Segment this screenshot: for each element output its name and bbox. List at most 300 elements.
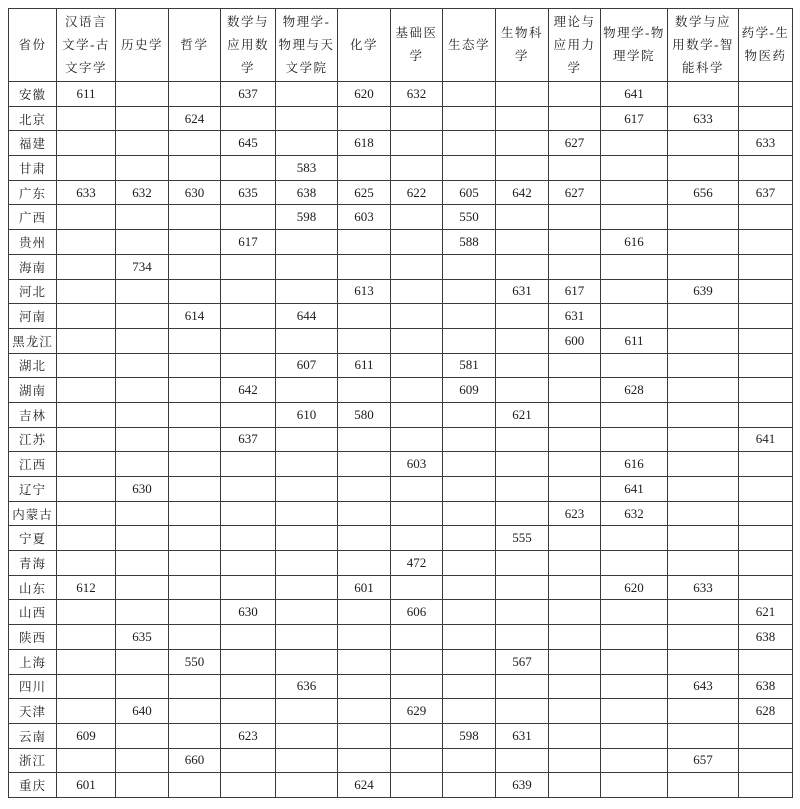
score-cell	[169, 230, 221, 255]
score-cell: 641	[601, 477, 668, 502]
score-cell	[169, 477, 221, 502]
province-cell: 福建	[9, 131, 57, 156]
score-cell	[276, 699, 338, 724]
score-cell: 638	[739, 674, 793, 699]
score-cell: 633	[668, 106, 739, 131]
score-cell: 643	[668, 674, 739, 699]
score-cell	[169, 773, 221, 798]
province-cell: 河南	[9, 304, 57, 329]
score-cell	[443, 452, 496, 477]
score-cell	[496, 427, 549, 452]
score-cell: 638	[276, 180, 338, 205]
score-cell	[496, 82, 549, 107]
score-cell	[57, 106, 116, 131]
table-row	[9, 526, 793, 551]
score-cell	[739, 748, 793, 773]
score-cell: 628	[739, 699, 793, 724]
score-cell	[391, 477, 443, 502]
score-cell	[391, 625, 443, 650]
score-cell	[443, 773, 496, 798]
score-cell	[443, 477, 496, 502]
score-cell: 635	[221, 180, 276, 205]
province-cell: 广西	[9, 205, 57, 230]
score-cell	[391, 427, 443, 452]
score-cell	[169, 723, 221, 748]
score-cell	[221, 279, 276, 304]
score-cell	[668, 452, 739, 477]
score-cell	[169, 625, 221, 650]
score-cell	[276, 131, 338, 156]
score-cell	[57, 452, 116, 477]
column-header: 哲学	[169, 9, 221, 82]
score-cell: 617	[221, 230, 276, 255]
score-cell	[338, 625, 391, 650]
score-cell	[57, 551, 116, 576]
table-row	[9, 180, 793, 205]
score-cell	[601, 279, 668, 304]
score-cell	[549, 254, 601, 279]
score-cell	[116, 279, 169, 304]
score-cell	[496, 501, 549, 526]
score-cell: 639	[668, 279, 739, 304]
score-cell	[443, 551, 496, 576]
province-cell: 贵州	[9, 230, 57, 255]
province-cell: 山东	[9, 575, 57, 600]
score-cell	[116, 304, 169, 329]
table-row	[9, 625, 793, 650]
score-cell	[276, 106, 338, 131]
score-cell	[116, 82, 169, 107]
score-cell: 616	[601, 230, 668, 255]
score-cell	[549, 106, 601, 131]
score-cell: 637	[221, 427, 276, 452]
score-cell: 625	[338, 180, 391, 205]
score-cell	[739, 723, 793, 748]
score-cell: 632	[601, 501, 668, 526]
score-cell	[668, 230, 739, 255]
column-header: 数学与应用数学	[221, 9, 276, 82]
score-cell: 644	[276, 304, 338, 329]
score-cell	[443, 501, 496, 526]
score-cell	[668, 205, 739, 230]
table-row	[9, 723, 793, 748]
score-cell: 624	[338, 773, 391, 798]
score-cell	[668, 427, 739, 452]
score-cell: 612	[57, 575, 116, 600]
score-cell	[601, 131, 668, 156]
score-cell	[57, 230, 116, 255]
score-cell: 645	[221, 131, 276, 156]
score-cell	[496, 328, 549, 353]
score-cell: 580	[338, 402, 391, 427]
score-cell	[169, 575, 221, 600]
score-cell	[338, 452, 391, 477]
score-cell: 641	[601, 82, 668, 107]
score-cell	[443, 82, 496, 107]
table-row	[9, 501, 793, 526]
score-cell	[116, 600, 169, 625]
score-cell	[391, 674, 443, 699]
score-cell	[116, 674, 169, 699]
score-cell: 606	[391, 600, 443, 625]
score-cell: 641	[739, 427, 793, 452]
score-cell: 567	[496, 649, 549, 674]
score-cell	[391, 353, 443, 378]
score-cell	[391, 723, 443, 748]
score-cell	[549, 748, 601, 773]
score-cell	[338, 501, 391, 526]
score-cell	[668, 477, 739, 502]
score-cell: 631	[496, 279, 549, 304]
score-cell	[57, 649, 116, 674]
score-cell	[338, 427, 391, 452]
province-cell: 甘肃	[9, 156, 57, 181]
score-cell	[391, 402, 443, 427]
score-cell	[668, 402, 739, 427]
score-cell	[391, 156, 443, 181]
score-cell	[169, 328, 221, 353]
score-cell	[668, 773, 739, 798]
score-cell	[668, 526, 739, 551]
score-cell: 550	[443, 205, 496, 230]
score-cell	[391, 378, 443, 403]
score-cell	[116, 205, 169, 230]
table-row	[9, 649, 793, 674]
score-cell: 633	[57, 180, 116, 205]
score-cell	[221, 551, 276, 576]
score-cell: 622	[391, 180, 443, 205]
score-cell	[116, 773, 169, 798]
score-cell	[601, 773, 668, 798]
score-cell	[57, 501, 116, 526]
score-cell	[116, 378, 169, 403]
score-cell	[496, 748, 549, 773]
score-cell: 616	[601, 452, 668, 477]
score-cell	[496, 625, 549, 650]
score-cell	[221, 402, 276, 427]
province-cell: 山西	[9, 600, 57, 625]
score-cell: 629	[391, 699, 443, 724]
score-cell	[338, 526, 391, 551]
score-cell	[169, 205, 221, 230]
score-cell	[496, 230, 549, 255]
score-cell	[57, 279, 116, 304]
score-cell	[169, 402, 221, 427]
score-cell	[668, 723, 739, 748]
score-cell	[391, 773, 443, 798]
score-cell: 656	[668, 180, 739, 205]
score-cell	[116, 551, 169, 576]
score-cell	[668, 699, 739, 724]
score-cell: 601	[338, 575, 391, 600]
score-cell	[391, 230, 443, 255]
score-cell	[496, 378, 549, 403]
score-cell	[739, 378, 793, 403]
score-cell	[276, 649, 338, 674]
score-cell	[496, 304, 549, 329]
score-cell	[668, 353, 739, 378]
score-cell	[739, 328, 793, 353]
score-cell: 642	[221, 378, 276, 403]
score-cell: 640	[116, 699, 169, 724]
score-cell: 630	[169, 180, 221, 205]
score-cell	[57, 600, 116, 625]
score-cell	[549, 699, 601, 724]
score-cell: 631	[496, 723, 549, 748]
score-cell	[739, 402, 793, 427]
score-cell: 639	[496, 773, 549, 798]
score-cell	[276, 501, 338, 526]
score-cell	[116, 649, 169, 674]
score-cell	[739, 205, 793, 230]
score-cell	[116, 131, 169, 156]
score-cell: 610	[276, 402, 338, 427]
score-cell	[739, 526, 793, 551]
column-header: 物理学-物理学院	[601, 9, 668, 82]
province-cell: 重庆	[9, 773, 57, 798]
score-cell	[338, 748, 391, 773]
score-cell	[221, 674, 276, 699]
province-cell: 浙江	[9, 748, 57, 773]
score-cell	[169, 378, 221, 403]
score-cell	[443, 575, 496, 600]
province-cell: 内蒙古	[9, 501, 57, 526]
province-cell: 河北	[9, 279, 57, 304]
score-cell	[221, 699, 276, 724]
score-cell	[276, 723, 338, 748]
score-cell	[276, 230, 338, 255]
score-cell: 614	[169, 304, 221, 329]
score-cell: 638	[739, 625, 793, 650]
province-cell: 海南	[9, 254, 57, 279]
score-cell	[338, 106, 391, 131]
table-row	[9, 575, 793, 600]
score-cell	[169, 526, 221, 551]
score-cell: 635	[116, 625, 169, 650]
score-cell	[549, 773, 601, 798]
province-cell: 陕西	[9, 625, 57, 650]
province-cell: 青海	[9, 551, 57, 576]
table-row	[9, 205, 793, 230]
score-cell	[57, 427, 116, 452]
score-cell	[601, 674, 668, 699]
score-cell	[221, 254, 276, 279]
score-cell	[57, 205, 116, 230]
score-cell	[221, 748, 276, 773]
score-cell	[391, 575, 443, 600]
score-cell	[169, 551, 221, 576]
table-row	[9, 304, 793, 329]
score-cell	[169, 353, 221, 378]
score-cell: 630	[221, 600, 276, 625]
province-cell: 云南	[9, 723, 57, 748]
score-cell	[496, 106, 549, 131]
score-cell	[338, 378, 391, 403]
score-cell	[391, 649, 443, 674]
score-cell	[57, 625, 116, 650]
score-cell	[443, 649, 496, 674]
score-cell: 600	[549, 328, 601, 353]
score-cell	[549, 674, 601, 699]
score-cell	[668, 304, 739, 329]
score-cell	[338, 674, 391, 699]
score-cell	[549, 526, 601, 551]
province-cell: 天津	[9, 699, 57, 724]
column-header: 基础医学	[391, 9, 443, 82]
score-cell: 617	[601, 106, 668, 131]
score-cell	[443, 699, 496, 724]
score-cell	[338, 230, 391, 255]
score-cell	[496, 575, 549, 600]
score-cell	[116, 526, 169, 551]
score-cell: 555	[496, 526, 549, 551]
score-cell	[549, 427, 601, 452]
score-cell	[338, 551, 391, 576]
score-cell	[549, 477, 601, 502]
score-cell	[601, 205, 668, 230]
score-cell	[601, 723, 668, 748]
score-cell	[391, 106, 443, 131]
score-cell: 627	[549, 131, 601, 156]
score-cell	[668, 328, 739, 353]
score-cell	[739, 304, 793, 329]
score-cell	[601, 254, 668, 279]
score-cell	[443, 131, 496, 156]
score-cell	[276, 625, 338, 650]
score-cell: 637	[739, 180, 793, 205]
score-cell: 603	[391, 452, 443, 477]
province-cell: 吉林	[9, 402, 57, 427]
score-cell	[443, 304, 496, 329]
province-cell: 湖南	[9, 378, 57, 403]
score-cell	[668, 156, 739, 181]
score-cell	[276, 452, 338, 477]
score-cell	[443, 279, 496, 304]
score-cell	[116, 748, 169, 773]
score-cell	[276, 378, 338, 403]
score-cell	[338, 699, 391, 724]
score-cell: 613	[338, 279, 391, 304]
score-cell	[496, 477, 549, 502]
table-row	[9, 279, 793, 304]
score-cell	[549, 649, 601, 674]
score-cell	[739, 279, 793, 304]
table-row	[9, 353, 793, 378]
score-cell	[276, 427, 338, 452]
score-cell	[169, 674, 221, 699]
score-cell: 583	[276, 156, 338, 181]
score-cell	[601, 748, 668, 773]
score-cell	[443, 600, 496, 625]
score-cell	[221, 452, 276, 477]
score-cell	[668, 254, 739, 279]
score-cell	[668, 82, 739, 107]
table-row	[9, 773, 793, 798]
score-cell	[116, 723, 169, 748]
score-cell	[116, 501, 169, 526]
score-cell	[496, 699, 549, 724]
score-cell	[668, 600, 739, 625]
province-cell: 四川	[9, 674, 57, 699]
score-cell	[57, 254, 116, 279]
score-cell	[443, 427, 496, 452]
score-cell	[601, 353, 668, 378]
province-cell: 上海	[9, 649, 57, 674]
score-cell	[443, 674, 496, 699]
score-cell	[221, 773, 276, 798]
score-cell	[668, 649, 739, 674]
score-cell	[443, 254, 496, 279]
score-cell: 623	[549, 501, 601, 526]
table-row	[9, 328, 793, 353]
score-cell	[496, 156, 549, 181]
score-cell	[116, 230, 169, 255]
score-cell	[276, 526, 338, 551]
score-cell	[221, 526, 276, 551]
score-cell: 631	[549, 304, 601, 329]
score-cell: 550	[169, 649, 221, 674]
score-cell	[443, 156, 496, 181]
score-cell: 621	[496, 402, 549, 427]
score-cell	[391, 328, 443, 353]
score-cell	[276, 279, 338, 304]
score-cell	[443, 106, 496, 131]
score-cell	[549, 378, 601, 403]
table-body	[9, 82, 793, 798]
score-cell	[391, 131, 443, 156]
table-row	[9, 551, 793, 576]
score-cell	[496, 452, 549, 477]
score-cell	[276, 477, 338, 502]
score-cell	[338, 600, 391, 625]
score-cell	[338, 304, 391, 329]
score-cell: 621	[739, 600, 793, 625]
table-row	[9, 254, 793, 279]
score-cell	[601, 551, 668, 576]
score-cell	[739, 156, 793, 181]
score-cell: 618	[338, 131, 391, 156]
score-cell	[221, 575, 276, 600]
score-cell	[739, 477, 793, 502]
score-cell	[549, 402, 601, 427]
score-cell	[221, 205, 276, 230]
score-cell	[169, 254, 221, 279]
score-cell	[739, 501, 793, 526]
score-cell	[221, 501, 276, 526]
score-cell	[338, 477, 391, 502]
score-cell	[668, 131, 739, 156]
score-cell	[496, 254, 549, 279]
score-cell	[601, 649, 668, 674]
score-cell: 620	[601, 575, 668, 600]
score-cell	[496, 205, 549, 230]
score-cell: 601	[57, 773, 116, 798]
column-header: 数学与应用数学-智能科学	[668, 9, 739, 82]
score-cell: 660	[169, 748, 221, 773]
score-cell: 617	[549, 279, 601, 304]
score-cell: 632	[116, 180, 169, 205]
score-cell: 630	[116, 477, 169, 502]
province-cell: 北京	[9, 106, 57, 131]
score-cell	[169, 600, 221, 625]
score-cell	[169, 279, 221, 304]
score-cell	[496, 674, 549, 699]
score-cell	[391, 304, 443, 329]
score-cell: 624	[169, 106, 221, 131]
score-cell	[739, 452, 793, 477]
column-header: 历史学	[116, 9, 169, 82]
province-cell: 安徽	[9, 82, 57, 107]
